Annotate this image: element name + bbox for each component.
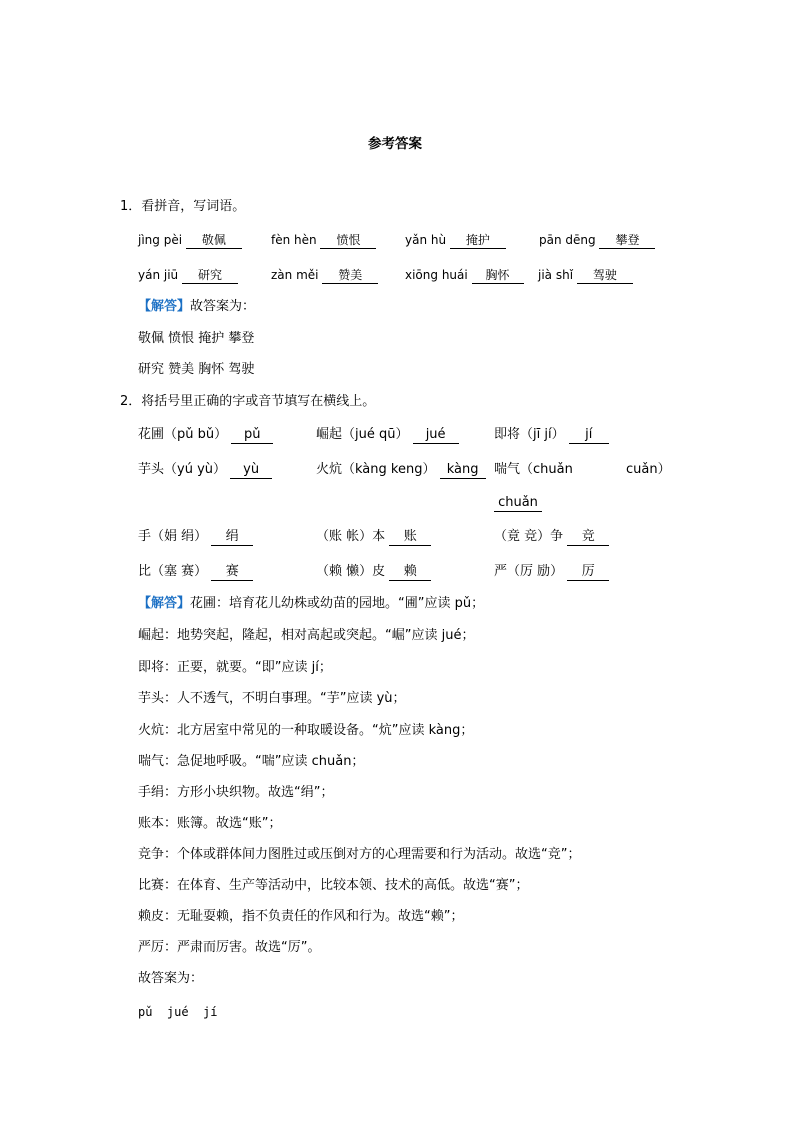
answer-blank: kàng [440,462,486,479]
q2-r1-item2: 崛起（jué qū） jué [316,426,459,444]
q1-row1-item3 [405,231,506,249]
page-title: 参考答案 [368,136,422,152]
q2-explain-6: 手绢：方形小块织物。故选“绢”； [138,785,334,800]
q1-row1-item4 [539,231,655,249]
q1-row2-item2 [271,266,378,284]
answer-intro: 故答案为： [190,299,256,314]
q2-r1-item1: 花圃（pǔ bǔ） pǔ [138,426,273,444]
q2-r1-item3: 即将（jī jí） jí [494,426,609,444]
answer-blank: 驾驶 [577,267,633,284]
q2-explain-8: 竞争：个体或群体间力图胜过或压倒对方的心理需要和行为活动。故选“竞”； [138,847,581,862]
question-2-heading: 2．将括号里正确的字或音节填写在横线上。 [120,394,376,409]
q2-r4-item2: （赖 懒）皮 赖 [316,563,431,581]
answer-blank: 赛 [211,564,253,581]
answer-blank: 胸怀 [472,267,524,284]
q2-r3-item1: 手（娟 绢） 绢 [138,528,253,546]
q2-explain-9: 比赛：在体育、生产等活动中，比较本领、技术的高低。故选“赛”； [138,878,529,893]
q2-explain-7: 账本：账簿。故选“账”； [138,816,282,831]
answer-blank: 攀登 [599,232,655,249]
pinyin: xiōng huái [405,268,468,282]
pinyin: yǎn hù [405,233,447,247]
answer-blank: 竞 [567,529,609,546]
q2-r4-item1: 比（塞 赛） 赛 [138,563,253,581]
q1-row2-item4 [538,266,633,284]
q2-r2-item3-answer [494,494,542,512]
pinyin: yán jiū [138,268,179,282]
pinyin: fèn hèn [271,233,317,247]
q2-result-line: pǔ jué jí [138,1005,218,1019]
q2-r2-item1: 芋头（yú yù） yù [138,461,272,479]
q2-explain-10: 赖皮：无耻耍赖，指不负责任的作风和行为。故选“赖”； [138,909,464,924]
answer-blank: 掩护 [450,232,506,249]
answer-tag: 【解答】 [138,596,191,611]
q2-explain-11: 严厉：严肃而厉害。故选“厉”。 [138,940,321,955]
answer-blank: 绢 [211,529,253,546]
q1-row1-item1 [138,231,242,249]
q2-result-label: 故答案为： [138,971,204,986]
answer-blank: chuǎn [494,495,542,512]
q2-r4-item3: 严（厉 励） 厉 [494,563,609,581]
answer-blank: pǔ [231,427,273,444]
answer-tag: 【解答】 [138,299,191,314]
q2-explain-1: 崛起：地势突起，隆起，相对高起或突起。“崛”应读 jué； [138,628,475,643]
q2-explain-0: 【解答】花圃：培育花儿幼株或幼苗的园地。“圃”应读 pǔ； [138,596,485,611]
question-1-heading: 1．看拼音，写词语。 [120,199,246,214]
q1-row2-item1 [138,266,238,284]
answer-blank: 厉 [567,564,609,581]
q2-r2-item3-pre: 喘气（chuǎn [494,462,573,477]
q2-r3-item3: （竟 竞）争 竞 [494,528,609,546]
q1-row1-item2 [271,231,376,249]
q1-answer-line [138,298,255,316]
answer-blank: 赖 [389,564,431,581]
answer-blank: 敬佩 [186,232,242,249]
pinyin: zàn měi [271,268,319,282]
q2-r2-item3-post: cuǎn） [626,462,671,477]
answer-blank: 赞美 [322,267,378,284]
q2-explain-5: 喘气：急促地呼吸。“喘”应读 chuǎn； [138,754,365,769]
answer-blank: jí [569,427,609,444]
answer-blank: 研究 [182,267,238,284]
q1-row2-item3 [405,266,524,284]
answer-blank: yù [230,462,272,479]
q1-answer-words-1: 敬佩 愤恨 掩护 攀登 [138,331,255,346]
q2-explain-3: 芋头：人不透气，不明白事理。“芋”应读 yù； [138,691,406,706]
q2-explain-4: 火炕：北方居室中常见的一种取暖设备。“炕”应读 kàng； [138,723,474,738]
pinyin: jìng pèi [138,233,183,247]
q2-explain-2: 即将：正要，就要。“即”应读 jí； [138,660,332,675]
answer-blank: 愤恨 [320,232,376,249]
q1-answer-words-2: 研究 赞美 胸怀 驾驶 [138,362,255,377]
pinyin: pān dēng [539,233,596,247]
answer-blank: jué [413,427,459,444]
q2-r2-item2: 火炕（kàng keng） kàng [316,461,486,479]
answer-blank: 账 [389,529,431,546]
q2-r3-item2: （账 帐）本 账 [316,528,431,546]
pinyin: jià shǐ [538,268,574,282]
